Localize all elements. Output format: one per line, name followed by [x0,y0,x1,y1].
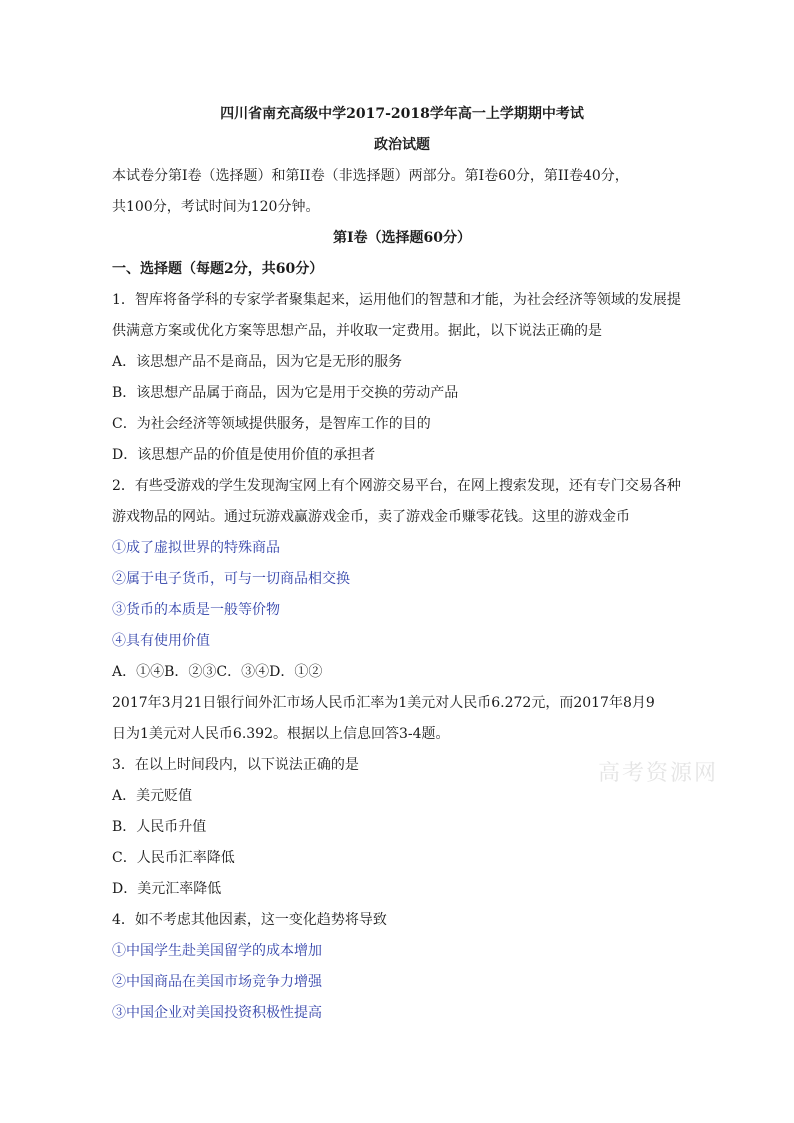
q1-stem-line-1: 1．智库将备学科的专家学者聚集起来，运用他们的智慧和才能，为社会经济等领域的发展提 [112,292,681,308]
q4-item-2: ②中国商品在美国市场竞争力增强 [112,974,322,990]
exam-subtitle: 政治试题 [374,137,430,153]
q2-stem-line-2: 游戏物品的网站。通过玩游戏赢游戏金币，卖了游戏金币赚零花钱。这里的游戏金币 [112,509,630,525]
q4-item-1: ①中国学生赴美国留学的成本增加 [112,943,322,959]
q3-option-d: D．美元汇率降低 [112,881,222,897]
material-line-2: 日为1美元对人民币6.392。根据以上信息回答3-4题。 [112,726,450,742]
q4-stem: 4．如不考虑其他因素，这一变化趋势将导致 [112,912,387,928]
intro-line-1: 本试卷分第Ⅰ卷（选择题）和第II卷（非选择题）两部分。第Ⅰ卷60分，第II卷40分， [112,168,629,184]
q3-option-c: C．人民币汇率降低 [112,850,235,866]
exam-title: 四川省南充高级中学2017-2018学年高一上学期期中考试 [220,106,584,122]
q2-stem-line-1: 2．有些受游戏的学生发现淘宝网上有个网游交易平台，在网上搜索发现，还有专门交易各种 [112,478,681,494]
section-heading: 一、选择题（每题2分，共60分） [112,261,324,277]
q2-item-3: ③货币的本质是一般等价物 [112,602,280,618]
q2-item-4: ④具有使用价值 [112,633,210,649]
watermark: 高考资源网 [598,761,719,786]
q1-option-a: A．该思想产品不是商品，因为它是无形的服务 [112,354,403,370]
q3-stem: 3．在以上时间段内，以下说法正确的是 [112,757,359,773]
q4-item-3: ③中国企业对美国投资积极性提高 [112,1005,322,1021]
q3-option-a: A．美元贬值 [112,788,193,804]
q2-item-1: ①成了虚拟世界的特殊商品 [112,540,280,556]
q3-option-b: B．人民币升值 [112,819,207,835]
q1-option-d: D．该思想产品的价值是使用价值的承担者 [112,447,376,463]
part1-heading: 第Ⅰ卷（选择题60分） [332,230,472,246]
q1-stem-line-2: 供满意方案或优化方案等思想产品，并收取一定费用。据此，以下说法正确的是 [112,323,602,339]
q1-option-c: C．为社会经济等领域提供服务，是智库工作的目的 [112,416,431,432]
q2-choices: A．①④B．②③C．③④D．①② [112,664,323,680]
q1-option-b: B．该思想产品属于商品，因为它是用于交换的劳动产品 [112,385,459,401]
material-line-1: 2017年3月21日银行间外汇市场人民币汇率为1美元对人民币6.272元，而2017年8月9 [112,695,655,711]
q2-item-2: ②属于电子货币，可与一切商品相交换 [112,571,350,587]
intro-line-2: 共100分，考试时间为120分钟。 [112,199,320,215]
